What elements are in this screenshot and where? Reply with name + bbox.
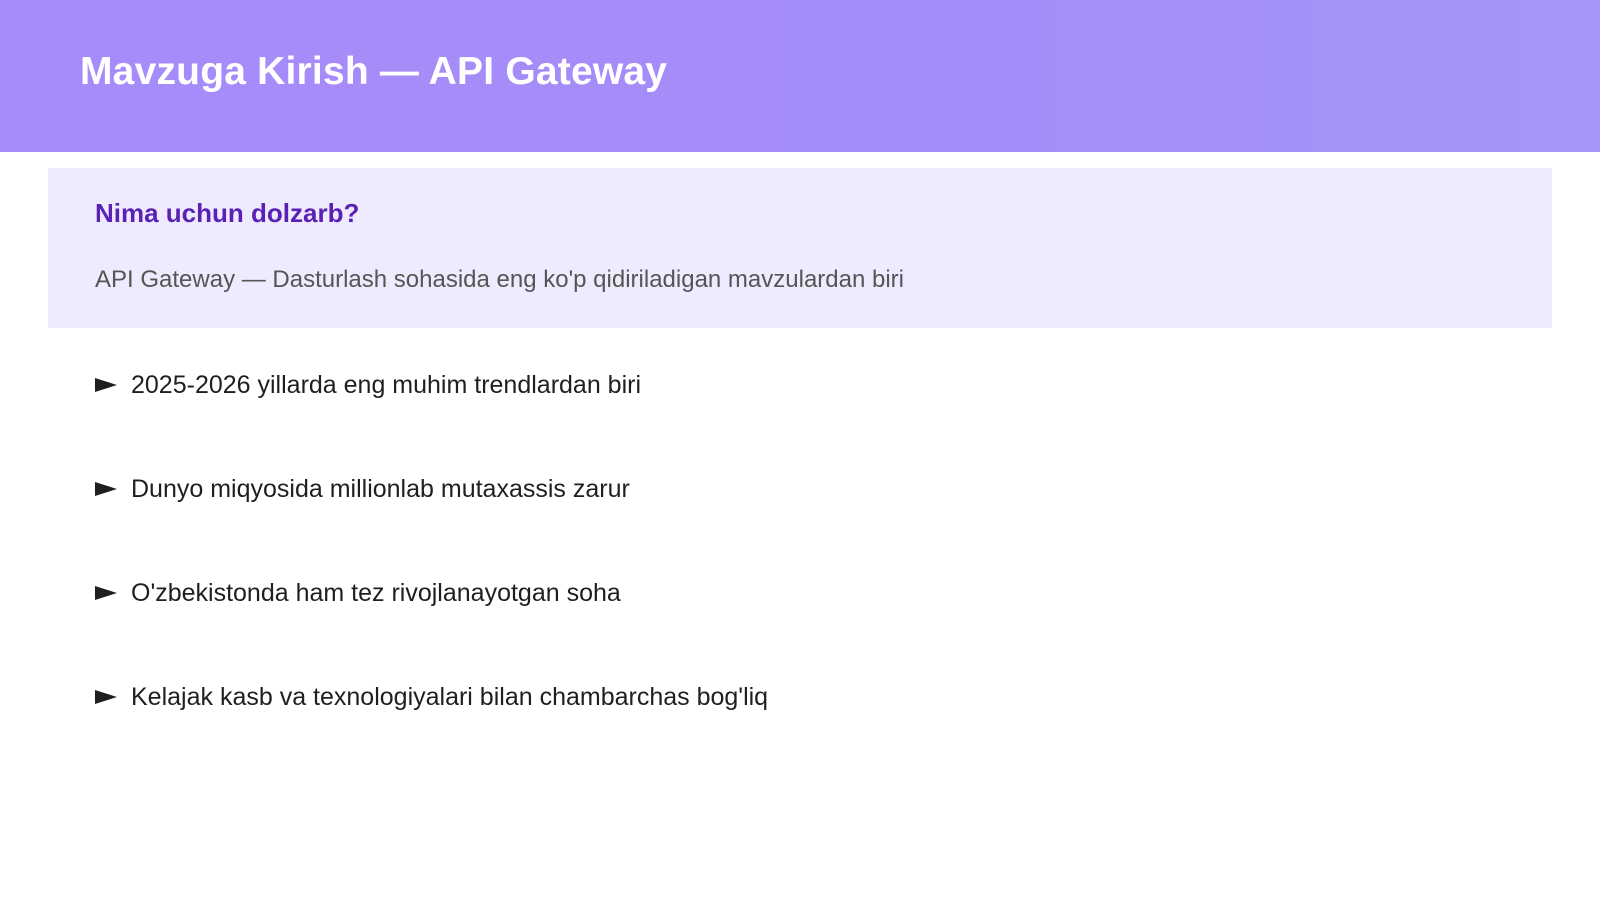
slide-header	[0, 0, 1600, 152]
bullet-item	[95, 576, 768, 680]
bullet-text: O'zbekistonda ham tez rivojlanayotgan soha	[131, 579, 621, 607]
slide-title: Mavzuga Kirish — API Gateway	[80, 50, 668, 93]
bullet-item	[95, 472, 768, 576]
triangle-right-icon	[95, 690, 117, 704]
bullet-list	[95, 368, 768, 784]
bullet-text: Dunyo miqyosida millionlab mutaxassis zarur	[131, 475, 630, 503]
intro-heading: Nima uchun dolzarb?	[95, 198, 360, 228]
triangle-right-icon	[95, 482, 117, 496]
bullet-item	[95, 680, 768, 784]
triangle-right-icon	[95, 586, 117, 600]
bullet-text: Kelajak kasb va texnologiyalari bilan chambarchas bog'liq	[131, 683, 769, 711]
intro-text: API Gateway — Dasturlash sohasida eng ko'p qidiriladigan mavzulardan biri	[95, 266, 905, 293]
intro-box	[48, 168, 1552, 328]
bullet-text: 2025-2026 yillarda eng muhim trendlardan biri	[131, 371, 642, 399]
triangle-right-icon	[95, 378, 117, 392]
bullet-item	[95, 368, 768, 472]
